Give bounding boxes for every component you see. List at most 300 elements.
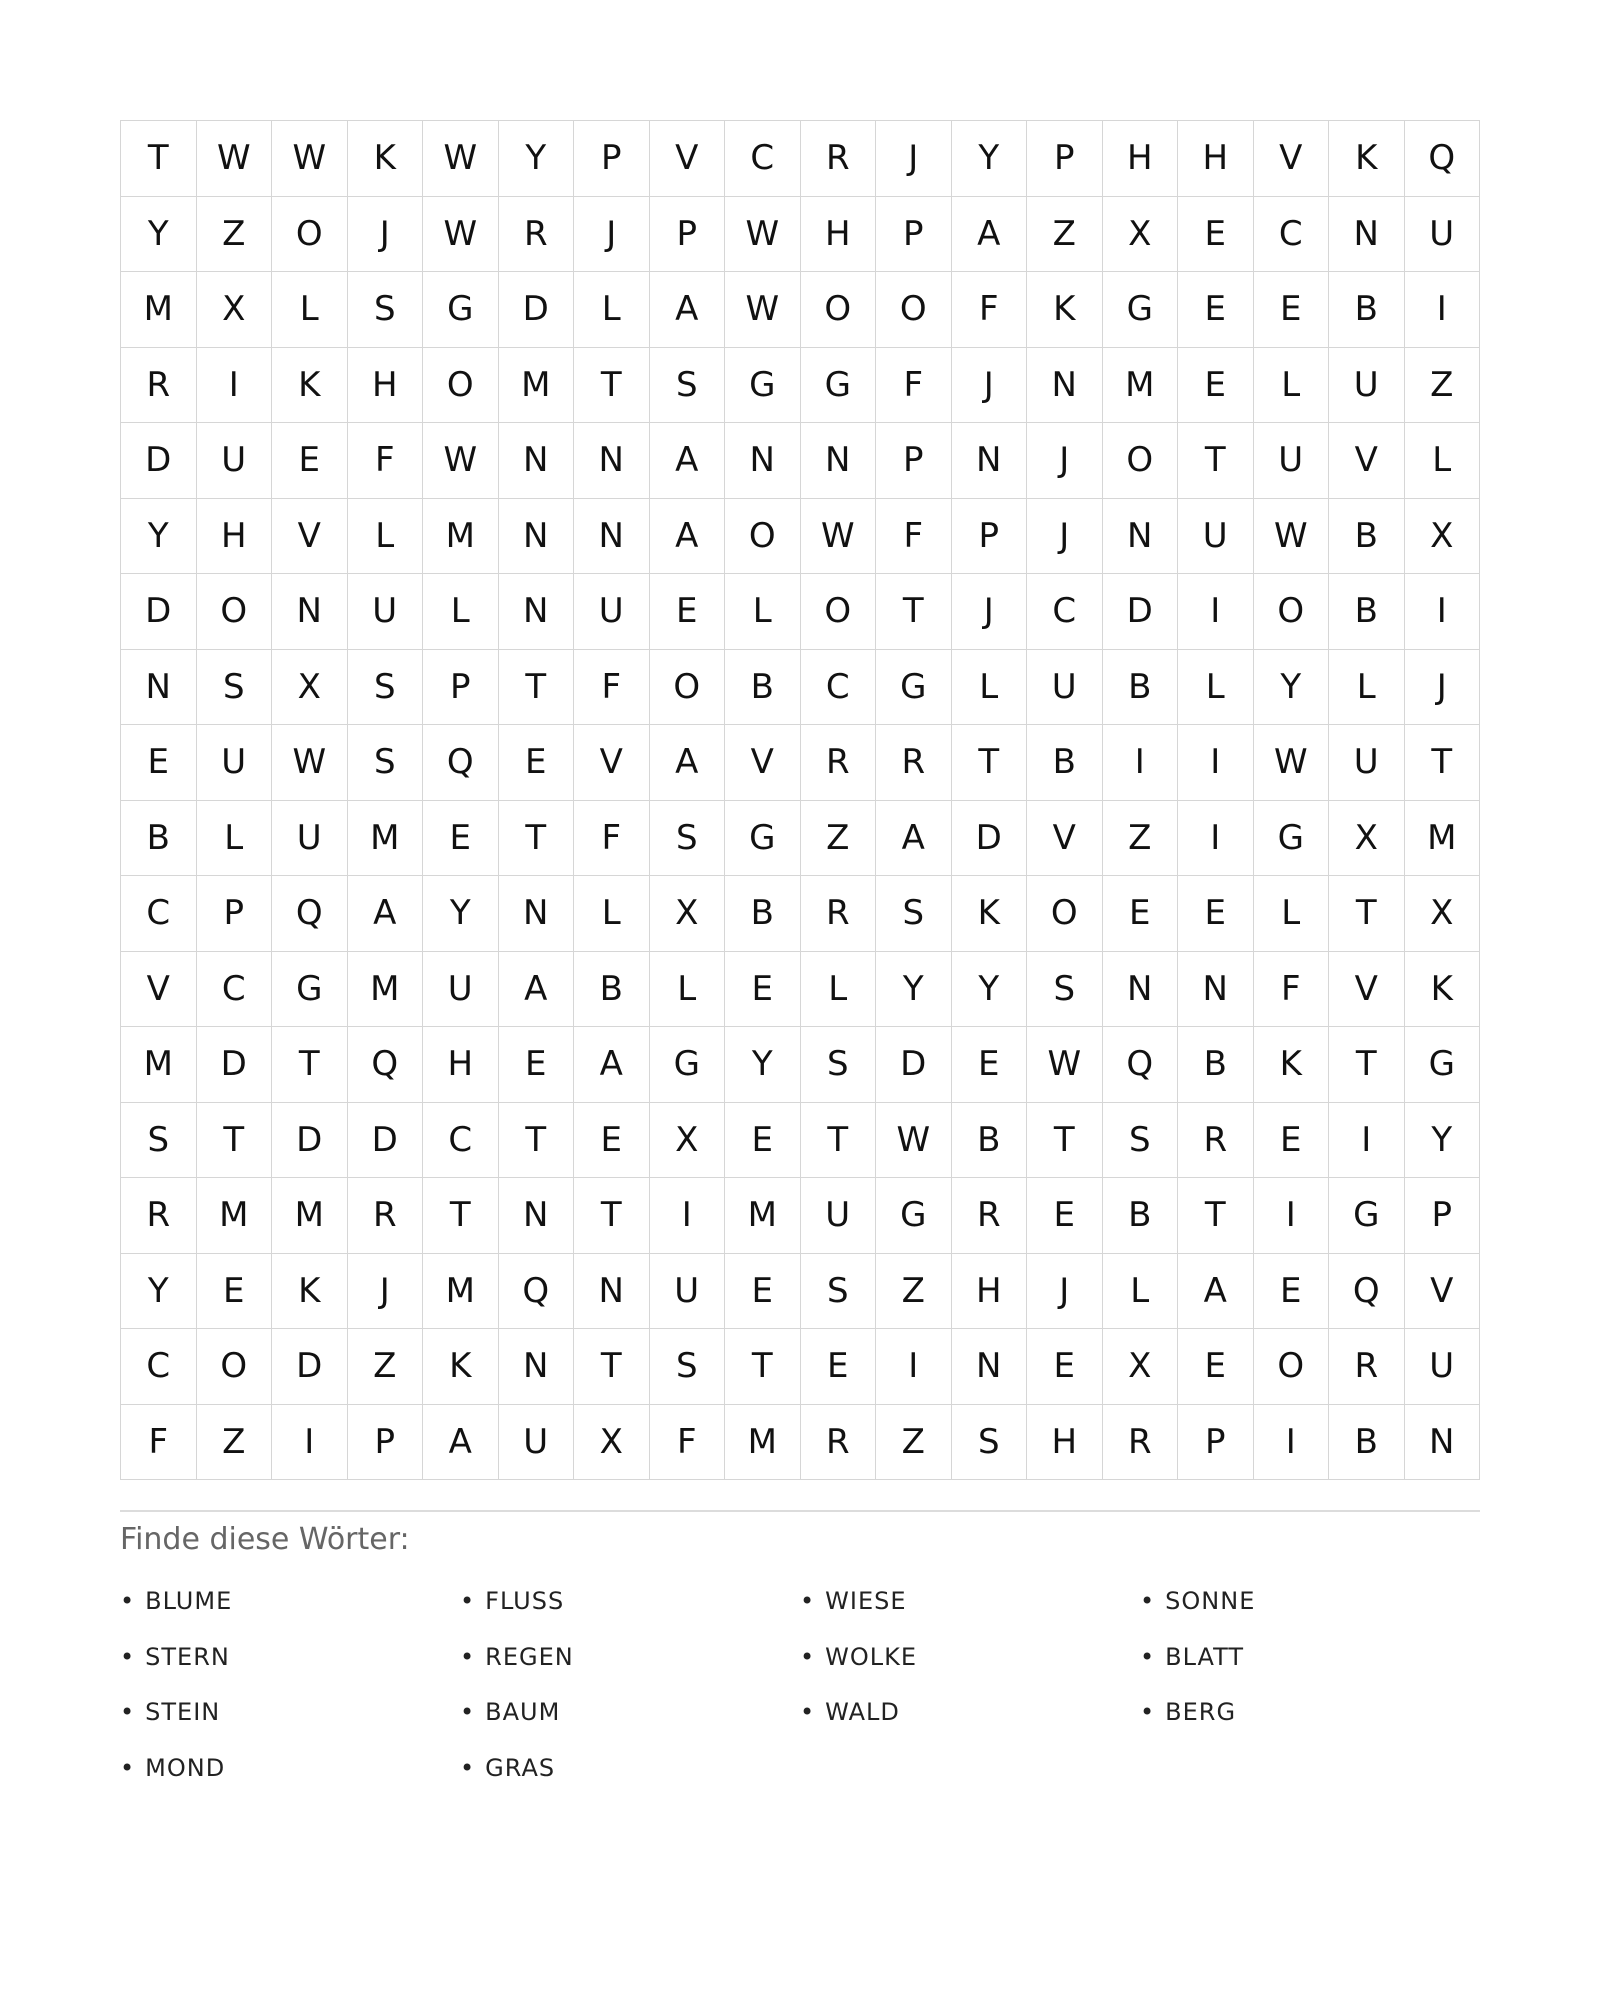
grid-cell[interactable]: W	[876, 1103, 952, 1179]
grid-cell[interactable]: G	[725, 801, 801, 877]
grid-cell[interactable]: T	[499, 801, 575, 877]
grid-cell[interactable]: W	[1254, 499, 1330, 575]
grid-cell[interactable]: D	[272, 1103, 348, 1179]
grid-cell[interactable]: V	[121, 952, 197, 1028]
grid-cell[interactable]: N	[1103, 499, 1179, 575]
grid-cell[interactable]: O	[197, 574, 273, 650]
grid-cell[interactable]: U	[1254, 423, 1330, 499]
grid-cell[interactable]: A	[650, 423, 726, 499]
grid-cell[interactable]: P	[1405, 1178, 1481, 1254]
grid-cell[interactable]: M	[423, 499, 499, 575]
grid-cell[interactable]: Z	[1027, 197, 1103, 273]
grid-cell[interactable]: F	[650, 1405, 726, 1481]
grid-cell[interactable]: K	[348, 121, 424, 197]
grid-cell[interactable]: G	[1329, 1178, 1405, 1254]
grid-cell[interactable]: T	[801, 1103, 877, 1179]
grid-cell[interactable]: E	[499, 725, 575, 801]
grid-cell[interactable]: X	[1103, 1329, 1179, 1405]
grid-cell[interactable]: Z	[1405, 348, 1481, 424]
grid-cell[interactable]: S	[121, 1103, 197, 1179]
grid-cell[interactable]: J	[1405, 650, 1481, 726]
grid-cell[interactable]: U	[574, 574, 650, 650]
grid-cell[interactable]: W	[272, 121, 348, 197]
grid-cell[interactable]: W	[423, 197, 499, 273]
grid-cell[interactable]: X	[574, 1405, 650, 1481]
grid-cell[interactable]: N	[499, 499, 575, 575]
grid-cell[interactable]: R	[121, 348, 197, 424]
grid-cell[interactable]: T	[952, 725, 1028, 801]
grid-cell[interactable]: E	[1027, 1178, 1103, 1254]
grid-cell[interactable]: Y	[121, 499, 197, 575]
grid-cell[interactable]: F	[121, 1405, 197, 1481]
grid-cell[interactable]: F	[952, 272, 1028, 348]
grid-cell[interactable]: Q	[348, 1027, 424, 1103]
grid-cell[interactable]: N	[1027, 348, 1103, 424]
grid-cell[interactable]: M	[272, 1178, 348, 1254]
grid-cell[interactable]: R	[801, 1405, 877, 1481]
grid-cell[interactable]: O	[197, 1329, 273, 1405]
grid-cell[interactable]: S	[1103, 1103, 1179, 1179]
grid-cell[interactable]: T	[574, 1329, 650, 1405]
grid-cell[interactable]: E	[499, 1027, 575, 1103]
grid-cell[interactable]: I	[1103, 725, 1179, 801]
grid-cell[interactable]: L	[1329, 650, 1405, 726]
grid-cell[interactable]: B	[1103, 650, 1179, 726]
grid-cell[interactable]: E	[1178, 1329, 1254, 1405]
grid-cell[interactable]: K	[1329, 121, 1405, 197]
grid-cell[interactable]: V	[1329, 423, 1405, 499]
grid-cell[interactable]: I	[876, 1329, 952, 1405]
grid-cell[interactable]: E	[1103, 876, 1179, 952]
grid-cell[interactable]: I	[197, 348, 273, 424]
grid-cell[interactable]: Z	[876, 1254, 952, 1330]
grid-cell[interactable]: N	[801, 423, 877, 499]
grid-cell[interactable]: K	[1027, 272, 1103, 348]
grid-cell[interactable]: V	[272, 499, 348, 575]
grid-cell[interactable]: H	[801, 197, 877, 273]
grid-cell[interactable]: G	[1405, 1027, 1481, 1103]
grid-cell[interactable]: G	[272, 952, 348, 1028]
grid-cell[interactable]: U	[1178, 499, 1254, 575]
grid-cell[interactable]: I	[1178, 725, 1254, 801]
grid-cell[interactable]: K	[952, 876, 1028, 952]
grid-cell[interactable]: M	[725, 1405, 801, 1481]
grid-cell[interactable]: O	[1254, 574, 1330, 650]
grid-cell[interactable]: A	[876, 801, 952, 877]
grid-cell[interactable]: B	[574, 952, 650, 1028]
grid-cell[interactable]: M	[197, 1178, 273, 1254]
grid-cell[interactable]: S	[348, 725, 424, 801]
grid-cell[interactable]: T	[725, 1329, 801, 1405]
grid-cell[interactable]: W	[272, 725, 348, 801]
grid-cell[interactable]: R	[801, 121, 877, 197]
grid-cell[interactable]: P	[952, 499, 1028, 575]
grid-cell[interactable]: M	[499, 348, 575, 424]
grid-cell[interactable]: M	[423, 1254, 499, 1330]
grid-cell[interactable]: B	[1329, 1405, 1405, 1481]
grid-cell[interactable]: T	[121, 121, 197, 197]
grid-cell[interactable]: U	[1027, 650, 1103, 726]
grid-cell[interactable]: X	[650, 1103, 726, 1179]
grid-cell[interactable]: T	[1178, 423, 1254, 499]
grid-cell[interactable]: E	[952, 1027, 1028, 1103]
grid-cell[interactable]: S	[650, 1329, 726, 1405]
grid-cell[interactable]: Q	[1405, 121, 1481, 197]
grid-cell[interactable]: V	[650, 121, 726, 197]
grid-cell[interactable]: M	[1405, 801, 1481, 877]
grid-cell[interactable]: F	[876, 348, 952, 424]
grid-cell[interactable]: M	[1103, 348, 1179, 424]
grid-cell[interactable]: B	[1103, 1178, 1179, 1254]
grid-cell[interactable]: L	[197, 801, 273, 877]
grid-cell[interactable]: W	[197, 121, 273, 197]
grid-cell[interactable]: P	[574, 121, 650, 197]
grid-cell[interactable]: L	[801, 952, 877, 1028]
grid-cell[interactable]: N	[272, 574, 348, 650]
grid-cell[interactable]: D	[197, 1027, 273, 1103]
grid-cell[interactable]: N	[499, 574, 575, 650]
grid-cell[interactable]: B	[725, 650, 801, 726]
grid-cell[interactable]: L	[423, 574, 499, 650]
grid-cell[interactable]: P	[1027, 121, 1103, 197]
grid-cell[interactable]: Q	[1329, 1254, 1405, 1330]
grid-cell[interactable]: W	[725, 197, 801, 273]
grid-cell[interactable]: L	[1103, 1254, 1179, 1330]
grid-cell[interactable]: J	[1027, 499, 1103, 575]
grid-cell[interactable]: U	[272, 801, 348, 877]
grid-cell[interactable]: O	[1103, 423, 1179, 499]
grid-cell[interactable]: E	[197, 1254, 273, 1330]
grid-cell[interactable]: T	[499, 1103, 575, 1179]
grid-cell[interactable]: Q	[272, 876, 348, 952]
grid-cell[interactable]: G	[1103, 272, 1179, 348]
grid-cell[interactable]: I	[1405, 272, 1481, 348]
grid-cell[interactable]: Q	[499, 1254, 575, 1330]
grid-cell[interactable]: S	[801, 1254, 877, 1330]
grid-cell[interactable]: V	[1405, 1254, 1481, 1330]
grid-cell[interactable]: I	[1405, 574, 1481, 650]
grid-cell[interactable]: M	[121, 1027, 197, 1103]
grid-cell[interactable]: E	[1254, 272, 1330, 348]
grid-cell[interactable]: U	[423, 952, 499, 1028]
grid-cell[interactable]: T	[272, 1027, 348, 1103]
grid-cell[interactable]: C	[197, 952, 273, 1028]
grid-cell[interactable]: R	[348, 1178, 424, 1254]
grid-cell[interactable]: G	[1254, 801, 1330, 877]
grid-cell[interactable]: J	[348, 1254, 424, 1330]
grid-cell[interactable]: W	[423, 423, 499, 499]
grid-cell[interactable]: N	[1405, 1405, 1481, 1481]
grid-cell[interactable]: V	[1027, 801, 1103, 877]
grid-cell[interactable]: O	[801, 272, 877, 348]
grid-cell[interactable]: Z	[876, 1405, 952, 1481]
grid-cell[interactable]: S	[348, 650, 424, 726]
grid-cell[interactable]: M	[121, 272, 197, 348]
grid-cell[interactable]: H	[1178, 121, 1254, 197]
grid-cell[interactable]: U	[348, 574, 424, 650]
grid-cell[interactable]: U	[650, 1254, 726, 1330]
grid-cell[interactable]: A	[650, 499, 726, 575]
grid-cell[interactable]: B	[952, 1103, 1028, 1179]
grid-cell[interactable]: T	[499, 650, 575, 726]
grid-cell[interactable]: T	[1027, 1103, 1103, 1179]
grid-cell[interactable]: I	[650, 1178, 726, 1254]
grid-cell[interactable]: B	[725, 876, 801, 952]
grid-cell[interactable]: E	[121, 725, 197, 801]
grid-cell[interactable]: F	[574, 650, 650, 726]
grid-cell[interactable]: H	[1027, 1405, 1103, 1481]
grid-cell[interactable]: L	[1254, 876, 1330, 952]
grid-cell[interactable]: E	[1254, 1254, 1330, 1330]
grid-cell[interactable]: Q	[423, 725, 499, 801]
grid-cell[interactable]: J	[876, 121, 952, 197]
grid-cell[interactable]: Z	[197, 197, 273, 273]
grid-cell[interactable]: J	[952, 574, 1028, 650]
grid-cell[interactable]: X	[1405, 499, 1481, 575]
grid-cell[interactable]: A	[574, 1027, 650, 1103]
grid-cell[interactable]: J	[1027, 423, 1103, 499]
grid-cell[interactable]: C	[121, 876, 197, 952]
grid-cell[interactable]: L	[574, 272, 650, 348]
grid-cell[interactable]: X	[1405, 876, 1481, 952]
grid-cell[interactable]: V	[1254, 121, 1330, 197]
grid-cell[interactable]: I	[1178, 801, 1254, 877]
grid-cell[interactable]: W	[801, 499, 877, 575]
grid-cell[interactable]: M	[348, 801, 424, 877]
grid-cell[interactable]: V	[574, 725, 650, 801]
grid-cell[interactable]: U	[1405, 197, 1481, 273]
grid-cell[interactable]: D	[1103, 574, 1179, 650]
grid-cell[interactable]: E	[1178, 197, 1254, 273]
grid-cell[interactable]: Y	[876, 952, 952, 1028]
grid-cell[interactable]: D	[499, 272, 575, 348]
grid-cell[interactable]: K	[272, 1254, 348, 1330]
grid-cell[interactable]: G	[650, 1027, 726, 1103]
grid-cell[interactable]: B	[1329, 499, 1405, 575]
grid-cell[interactable]: W	[1254, 725, 1330, 801]
grid-cell[interactable]: C	[1254, 197, 1330, 273]
grid-cell[interactable]: H	[423, 1027, 499, 1103]
grid-cell[interactable]: G	[801, 348, 877, 424]
grid-cell[interactable]: R	[1178, 1103, 1254, 1179]
grid-cell[interactable]: T	[574, 1178, 650, 1254]
grid-cell[interactable]: K	[1405, 952, 1481, 1028]
grid-cell[interactable]: D	[348, 1103, 424, 1179]
grid-cell[interactable]: X	[272, 650, 348, 726]
grid-cell[interactable]: R	[801, 725, 877, 801]
grid-cell[interactable]: R	[876, 725, 952, 801]
grid-cell[interactable]: D	[121, 574, 197, 650]
grid-cell[interactable]: P	[348, 1405, 424, 1481]
grid-cell[interactable]: E	[650, 574, 726, 650]
grid-cell[interactable]: N	[952, 423, 1028, 499]
grid-cell[interactable]: L	[1405, 423, 1481, 499]
grid-cell[interactable]: N	[1103, 952, 1179, 1028]
grid-cell[interactable]: D	[952, 801, 1028, 877]
grid-cell[interactable]: C	[801, 650, 877, 726]
grid-cell[interactable]: N	[574, 1254, 650, 1330]
grid-cell[interactable]: C	[121, 1329, 197, 1405]
grid-cell[interactable]: K	[1254, 1027, 1330, 1103]
grid-cell[interactable]: I	[1254, 1178, 1330, 1254]
grid-cell[interactable]: E	[574, 1103, 650, 1179]
grid-cell[interactable]: O	[801, 574, 877, 650]
grid-cell[interactable]: A	[650, 725, 726, 801]
grid-cell[interactable]: A	[499, 952, 575, 1028]
grid-cell[interactable]: L	[272, 272, 348, 348]
grid-cell[interactable]: O	[272, 197, 348, 273]
grid-cell[interactable]: Y	[952, 121, 1028, 197]
grid-cell[interactable]: E	[801, 1329, 877, 1405]
grid-cell[interactable]: C	[423, 1103, 499, 1179]
grid-cell[interactable]: T	[1405, 725, 1481, 801]
grid-cell[interactable]: U	[197, 725, 273, 801]
grid-cell[interactable]: E	[1178, 272, 1254, 348]
grid-cell[interactable]: U	[1329, 348, 1405, 424]
grid-cell[interactable]: B	[1329, 272, 1405, 348]
grid-cell[interactable]: E	[423, 801, 499, 877]
grid-cell[interactable]: J	[952, 348, 1028, 424]
grid-cell[interactable]: Y	[725, 1027, 801, 1103]
grid-cell[interactable]: W	[725, 272, 801, 348]
grid-cell[interactable]: X	[197, 272, 273, 348]
grid-cell[interactable]: C	[725, 121, 801, 197]
grid-cell[interactable]: R	[1329, 1329, 1405, 1405]
grid-cell[interactable]: N	[574, 423, 650, 499]
grid-cell[interactable]: P	[650, 197, 726, 273]
grid-cell[interactable]: L	[574, 876, 650, 952]
grid-cell[interactable]: F	[876, 499, 952, 575]
grid-cell[interactable]: B	[121, 801, 197, 877]
grid-cell[interactable]: U	[1329, 725, 1405, 801]
grid-cell[interactable]: N	[725, 423, 801, 499]
grid-cell[interactable]: A	[423, 1405, 499, 1481]
grid-cell[interactable]: G	[725, 348, 801, 424]
grid-cell[interactable]: R	[952, 1178, 1028, 1254]
grid-cell[interactable]: Q	[1103, 1027, 1179, 1103]
grid-cell[interactable]: J	[574, 197, 650, 273]
grid-cell[interactable]: M	[725, 1178, 801, 1254]
grid-cell[interactable]: E	[1178, 876, 1254, 952]
grid-cell[interactable]: P	[876, 423, 952, 499]
grid-cell[interactable]: N	[499, 876, 575, 952]
grid-cell[interactable]: P	[423, 650, 499, 726]
grid-cell[interactable]: Z	[348, 1329, 424, 1405]
grid-cell[interactable]: B	[1027, 725, 1103, 801]
grid-cell[interactable]: T	[1178, 1178, 1254, 1254]
grid-cell[interactable]: N	[574, 499, 650, 575]
grid-cell[interactable]: G	[876, 1178, 952, 1254]
grid-cell[interactable]: H	[197, 499, 273, 575]
grid-cell[interactable]: S	[876, 876, 952, 952]
grid-cell[interactable]: D	[272, 1329, 348, 1405]
grid-cell[interactable]: N	[499, 1178, 575, 1254]
grid-cell[interactable]: J	[1027, 1254, 1103, 1330]
grid-cell[interactable]: E	[1178, 348, 1254, 424]
grid-cell[interactable]: I	[1178, 574, 1254, 650]
grid-cell[interactable]: Y	[1405, 1103, 1481, 1179]
grid-cell[interactable]: W	[1027, 1027, 1103, 1103]
grid-cell[interactable]: N	[499, 1329, 575, 1405]
grid-cell[interactable]: L	[1254, 348, 1330, 424]
grid-cell[interactable]: U	[801, 1178, 877, 1254]
grid-cell[interactable]: Y	[1254, 650, 1330, 726]
grid-cell[interactable]: N	[952, 1329, 1028, 1405]
grid-cell[interactable]: V	[725, 725, 801, 801]
grid-cell[interactable]: U	[499, 1405, 575, 1481]
grid-cell[interactable]: T	[1329, 876, 1405, 952]
grid-cell[interactable]: S	[952, 1405, 1028, 1481]
grid-cell[interactable]: T	[876, 574, 952, 650]
grid-cell[interactable]: W	[423, 121, 499, 197]
grid-cell[interactable]: N	[1178, 952, 1254, 1028]
grid-cell[interactable]: N	[499, 423, 575, 499]
grid-cell[interactable]: Y	[121, 197, 197, 273]
grid-cell[interactable]: E	[1027, 1329, 1103, 1405]
grid-cell[interactable]: X	[650, 876, 726, 952]
grid-cell[interactable]: B	[1178, 1027, 1254, 1103]
grid-cell[interactable]: P	[876, 197, 952, 273]
grid-cell[interactable]: T	[1329, 1027, 1405, 1103]
grid-cell[interactable]: O	[1027, 876, 1103, 952]
grid-cell[interactable]: P	[1178, 1405, 1254, 1481]
grid-cell[interactable]: X	[1329, 801, 1405, 877]
grid-cell[interactable]: T	[574, 348, 650, 424]
grid-cell[interactable]: O	[725, 499, 801, 575]
grid-cell[interactable]: B	[1329, 574, 1405, 650]
grid-cell[interactable]: P	[197, 876, 273, 952]
grid-cell[interactable]: R	[121, 1178, 197, 1254]
grid-cell[interactable]: Z	[197, 1405, 273, 1481]
grid-cell[interactable]: K	[423, 1329, 499, 1405]
grid-cell[interactable]: R	[1103, 1405, 1179, 1481]
grid-cell[interactable]: T	[197, 1103, 273, 1179]
grid-cell[interactable]: S	[197, 650, 273, 726]
grid-cell[interactable]: L	[348, 499, 424, 575]
grid-cell[interactable]: L	[1178, 650, 1254, 726]
grid-cell[interactable]: S	[348, 272, 424, 348]
grid-cell[interactable]: M	[348, 952, 424, 1028]
grid-cell[interactable]: I	[272, 1405, 348, 1481]
grid-cell[interactable]: H	[952, 1254, 1028, 1330]
grid-cell[interactable]: E	[1254, 1103, 1330, 1179]
grid-cell[interactable]: N	[121, 650, 197, 726]
grid-cell[interactable]: L	[725, 574, 801, 650]
grid-cell[interactable]: H	[1103, 121, 1179, 197]
grid-cell[interactable]: O	[423, 348, 499, 424]
grid-cell[interactable]: H	[348, 348, 424, 424]
grid-cell[interactable]: F	[574, 801, 650, 877]
grid-cell[interactable]: G	[876, 650, 952, 726]
grid-cell[interactable]: A	[952, 197, 1028, 273]
grid-cell[interactable]: R	[499, 197, 575, 273]
grid-cell[interactable]: O	[650, 650, 726, 726]
grid-cell[interactable]: Z	[1103, 801, 1179, 877]
grid-cell[interactable]: D	[876, 1027, 952, 1103]
grid-cell[interactable]: C	[1027, 574, 1103, 650]
grid-cell[interactable]: D	[121, 423, 197, 499]
grid-cell[interactable]: G	[423, 272, 499, 348]
grid-cell[interactable]: A	[650, 272, 726, 348]
grid-cell[interactable]: V	[1329, 952, 1405, 1028]
grid-cell[interactable]: T	[423, 1178, 499, 1254]
grid-cell[interactable]: L	[650, 952, 726, 1028]
grid-cell[interactable]: S	[650, 801, 726, 877]
grid-cell[interactable]: I	[1254, 1405, 1330, 1481]
grid-cell[interactable]: E	[725, 952, 801, 1028]
grid-cell[interactable]: J	[348, 197, 424, 273]
grid-cell[interactable]: Y	[423, 876, 499, 952]
